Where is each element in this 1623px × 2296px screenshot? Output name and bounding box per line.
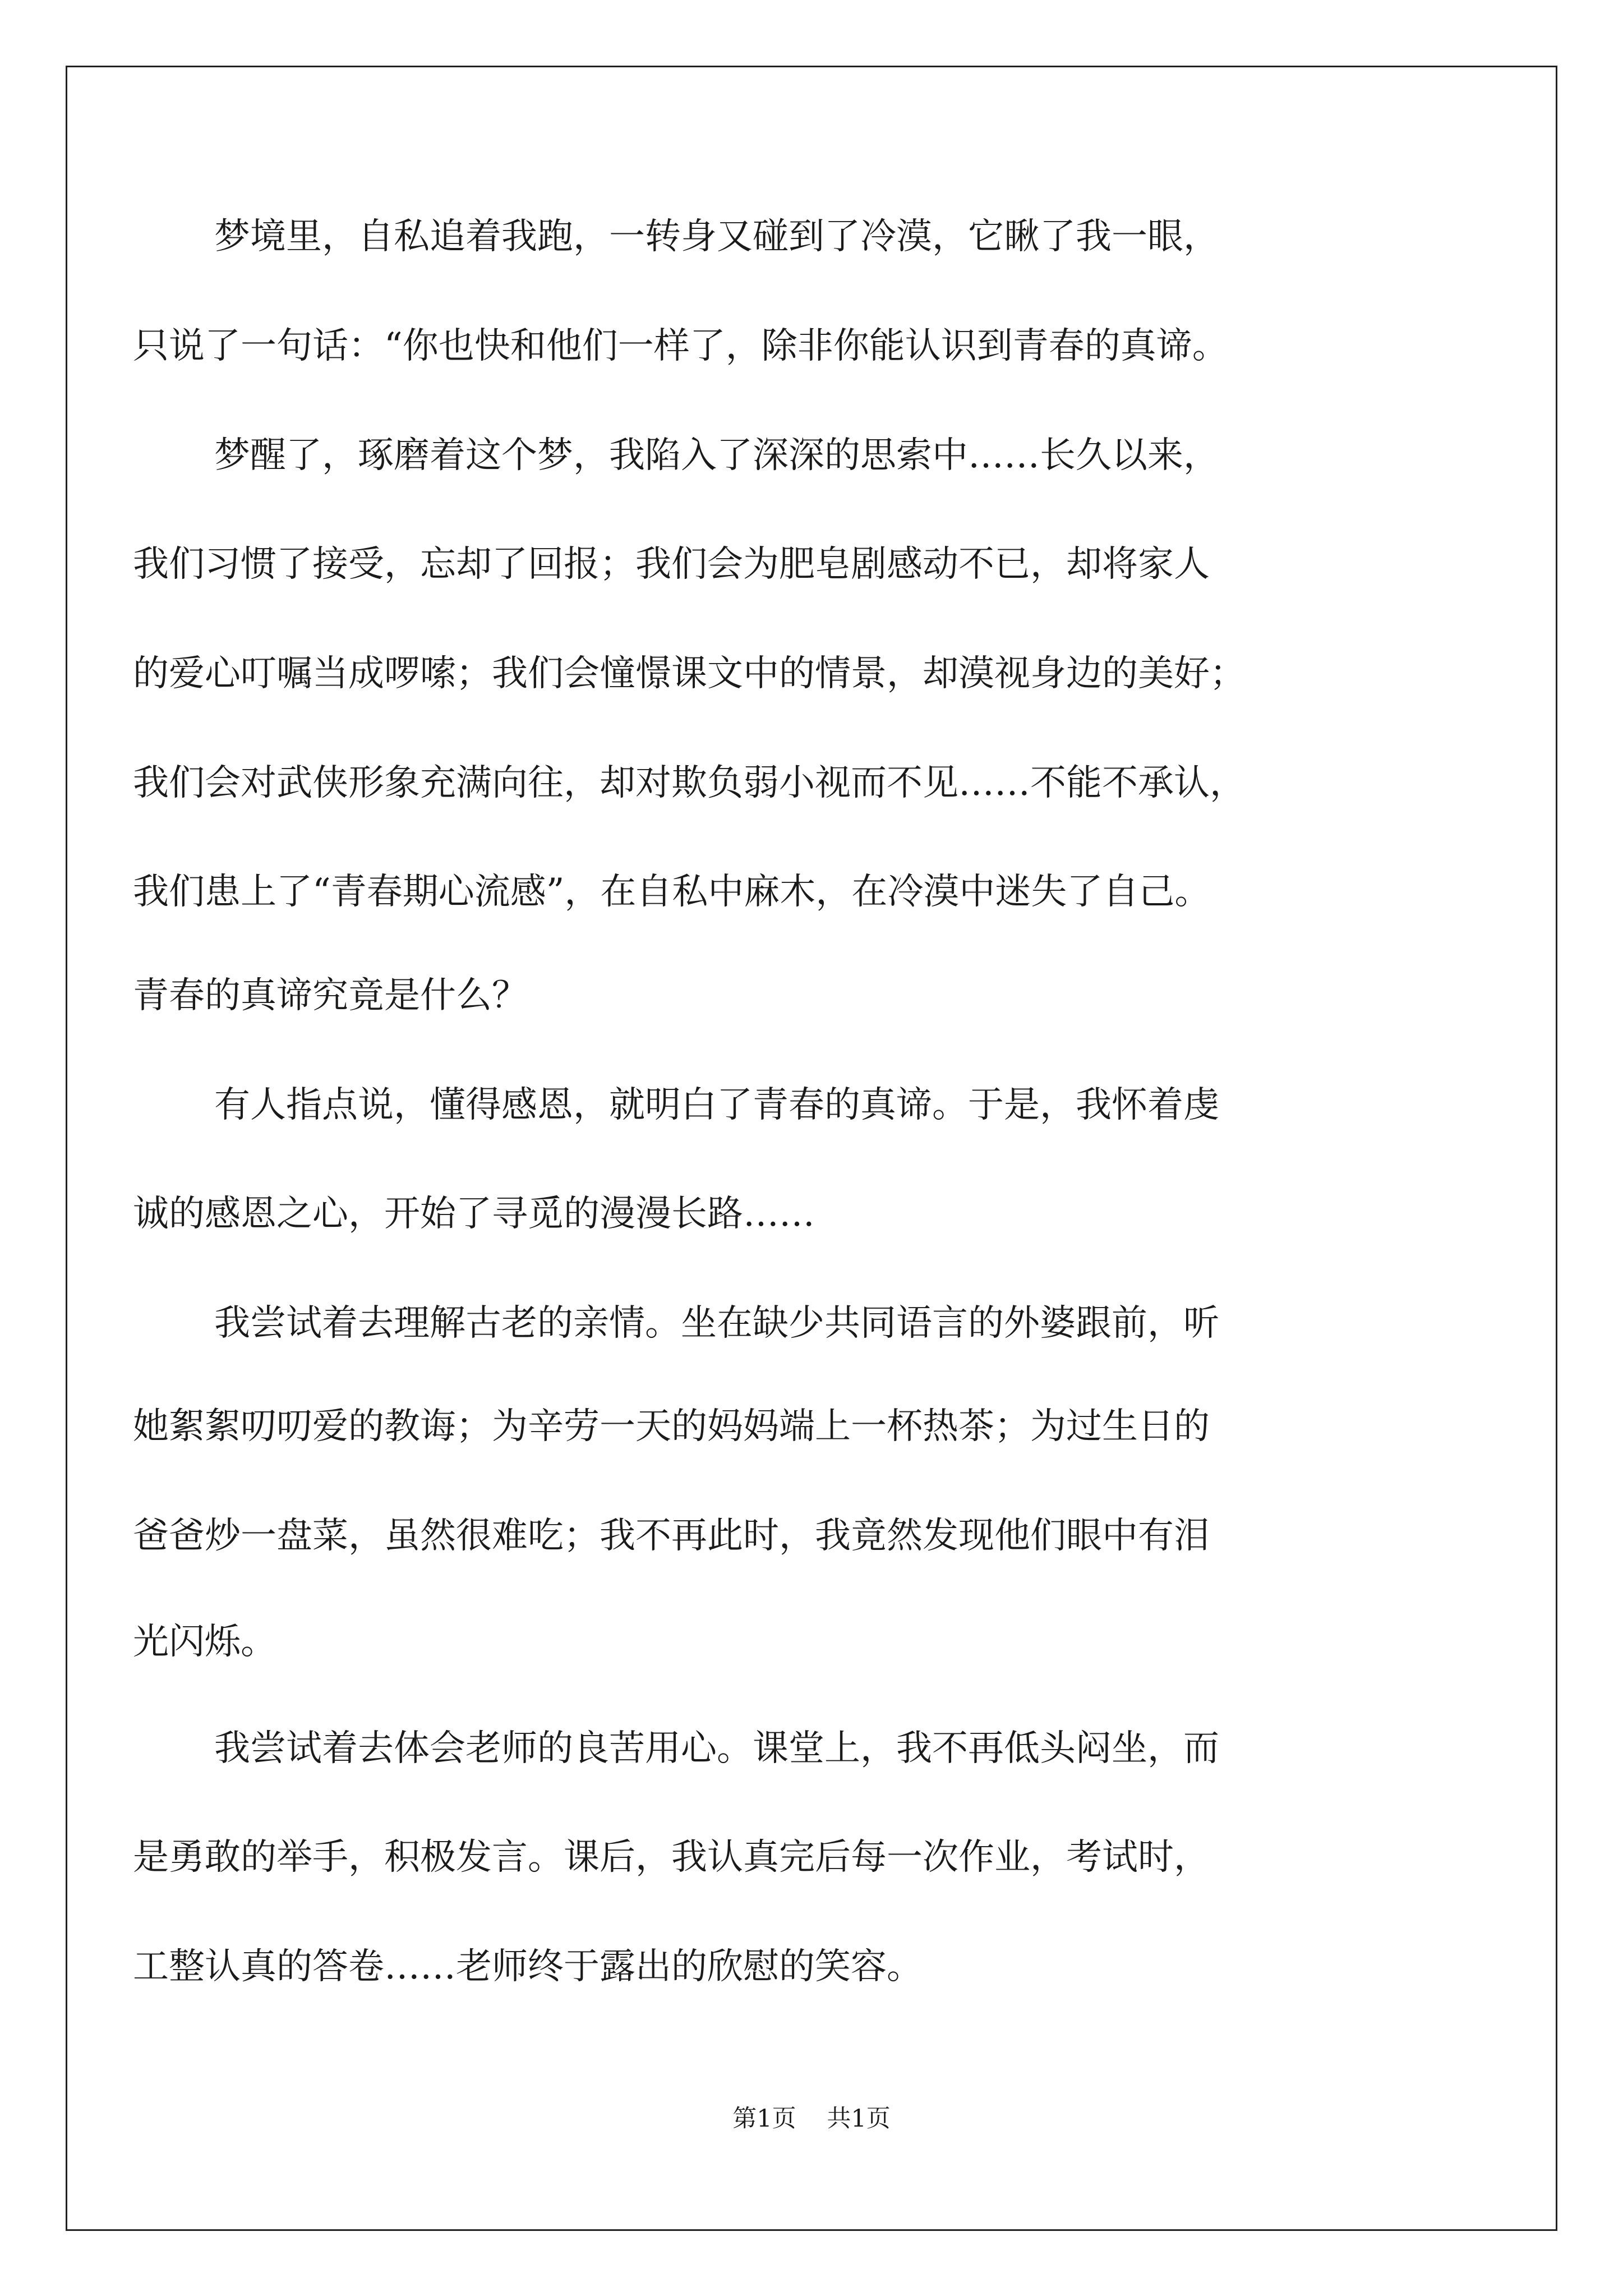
text-line: 是勇敢的举手，积极发言。课后，我认真完后每一次作业，考试时， (133, 1837, 1210, 1878)
text-line: 梦境里，自私追着我跑，一转身又碰到了冷漠，它瞅了我一眼， (214, 216, 1219, 257)
text-line: 她絮絮叨叨爱的教诲；为辛劳一天的妈妈端上一杯热茶；为过生日的 (133, 1406, 1210, 1447)
page-number: 第1页 (732, 2105, 796, 2133)
text-line: 我尝试着去理解古老的亲情。坐在缺少共同语言的外婆跟前，听 (214, 1303, 1219, 1344)
text-line: 光闪烁。 (133, 1621, 276, 1663)
text-line: 我尝试着去体会老师的良苦用心。课堂上，我不再低头闷坐，而 (214, 1728, 1219, 1769)
text-line: 爸爸炒一盘菜，虽然很难吃；我不再此时，我竟然发现他们眼中有泪 (133, 1515, 1210, 1557)
page-total: 共1页 (827, 2105, 891, 2133)
text-line: 有人指点说，懂得感恩，就明白了青春的真谛。于是，我怀着虔 (214, 1084, 1219, 1126)
text-line: 工整认真的答卷……老师终于露出的欣慰的笑容。 (133, 1946, 923, 1987)
text-line: 我们习惯了接受，忘却了回报；我们会为肥皂剧感动不已，却将家人 (133, 544, 1210, 585)
text-line: 的爱心叮嘱当成啰嗦；我们会憧憬课文中的情景，却漠视身边的美好； (133, 653, 1246, 694)
text-line: 青春的真谛究竟是什么？ (133, 975, 528, 1016)
text-line: 我们患上了“青春期心流感”，在自私中麻木，在冷漠中迷失了自己。 (133, 871, 1211, 913)
text-line: 我们会对武侠形象充满向往，却对欺负弱小视而不见……不能不承认， (133, 762, 1246, 804)
text-line: 梦醒了，琢磨着这个梦，我陷入了深深的思索中……长久以来， (214, 435, 1219, 476)
page-border (66, 66, 1557, 2231)
text-line: 只说了一句话：“你也快和他们一样了，除非你能认识到青春的真谛。 (133, 325, 1228, 367)
text-line: 诚的感恩之心，开始了寻觅的漫漫长路…… (133, 1193, 815, 1235)
page-footer (0, 2102, 1623, 2136)
